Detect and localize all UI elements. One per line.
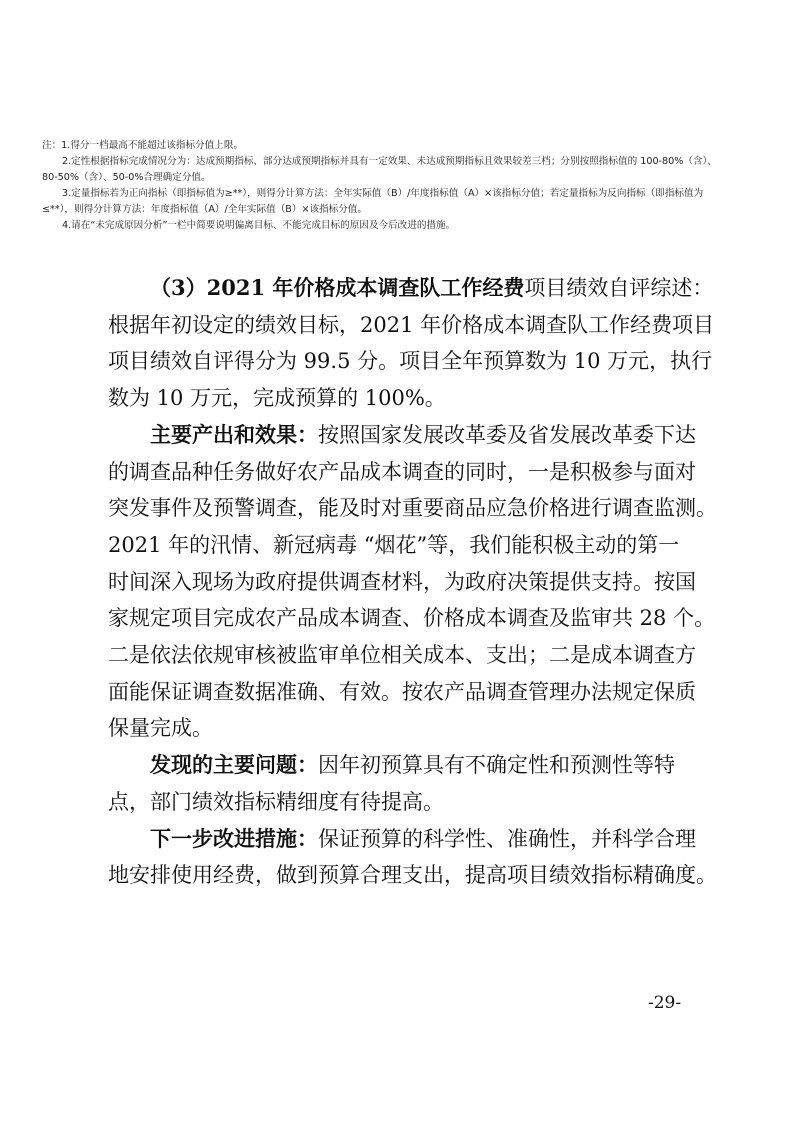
section-body	[108, 270, 717, 894]
summary-line: 项目绩效自评得分为 99.5 分。项目全年预算数为 10 万元，执行	[108, 349, 713, 374]
problem-label: 发现的主要问题：	[150, 752, 318, 778]
improve-label: 下一步改进措施：	[150, 825, 318, 851]
section-heading	[108, 270, 714, 307]
output-line: 突发事件及预警调查，能及时对重要商品应急价格进行调查监测。	[108, 496, 717, 521]
note-line: 2.定性根据指标完成情况分为：达成预期指标、部分达成预期指标并具有一定效果、未达成预期指标且效果较差三档；分别按照指标值的 100-80%（含）、	[62, 156, 717, 167]
note-line: 3.定量指标若为正向指标（即指标值为≥**），则得分计算方法：全年实际值（B）/年度指标值（A）×该指标分值；若定量指标为反向指标（即指标值为	[62, 188, 704, 199]
output-line: 的调查品种任务做好农产品成本调查的同时，一是积极参与面对	[108, 459, 696, 484]
output-label: 主要产出和效果：	[150, 421, 318, 447]
problem-paragraph-start	[108, 747, 692, 784]
problem-line: 因年初预算具有不确定性和预测性等特	[318, 753, 675, 778]
output-line: 二是依法依规审核被监审单位相关成本、支出；二是成本调查方	[108, 643, 696, 668]
summary-line: 数为 10 万元，完成预算的 100%。	[108, 386, 446, 411]
output-line: 面能保证调查数据准确、有效。按农产品调查管理办法规定保质	[108, 679, 696, 704]
summary-line: 根据年初设定的绩效目标，2021 年价格成本调查队工作经费项目	[108, 312, 715, 337]
output-paragraph-start	[108, 417, 696, 454]
improve-line: 保证预算的科学性、准确性，并科学合理	[318, 826, 696, 851]
improve-line: 地安排使用经费，做到预算合理支出，提高项目绩效指标精确度。	[108, 863, 717, 888]
section-heading-suffix: 项目绩效自评综述：	[524, 276, 714, 300]
problem-line: 点，部门绩效指标精细度有待提高。	[108, 789, 444, 814]
output-line: 2021 年的汛情、新冠病毒 “烟花”等，我们能积极主动的第一	[108, 532, 680, 557]
output-line: 按照国家发展改革委及省发展改革委下达	[318, 422, 696, 447]
section-heading-title: （3）2021 年价格成本调查队工作经费	[150, 275, 525, 300]
note-line: 注：1.得分一档最高不能超过该指标分值上限。	[42, 140, 244, 151]
output-line: 保量完成。	[108, 716, 213, 741]
improve-paragraph-start	[108, 821, 696, 858]
note-line: ≤**），则得分计算方法：年度指标值（A）/全年实际值（B）×该指标分值。	[42, 204, 368, 215]
output-line: 时间深入现场为政府提供调查材料，为政府决策提供支持。按国	[108, 569, 696, 594]
note-line: 80-50%（含）、50-0%合理确定分值。	[42, 172, 211, 183]
page-number: -29-	[648, 993, 682, 1013]
footnotes	[42, 138, 762, 234]
output-line: 家规定项目完成农产品成本调查、价格成本调查及监审共 28 个。	[108, 606, 716, 631]
note-line: 4.请在“未完成原因分析”一栏中简要说明偏离目标、不能完成目标的原因及今后改进的措施。	[62, 220, 456, 231]
